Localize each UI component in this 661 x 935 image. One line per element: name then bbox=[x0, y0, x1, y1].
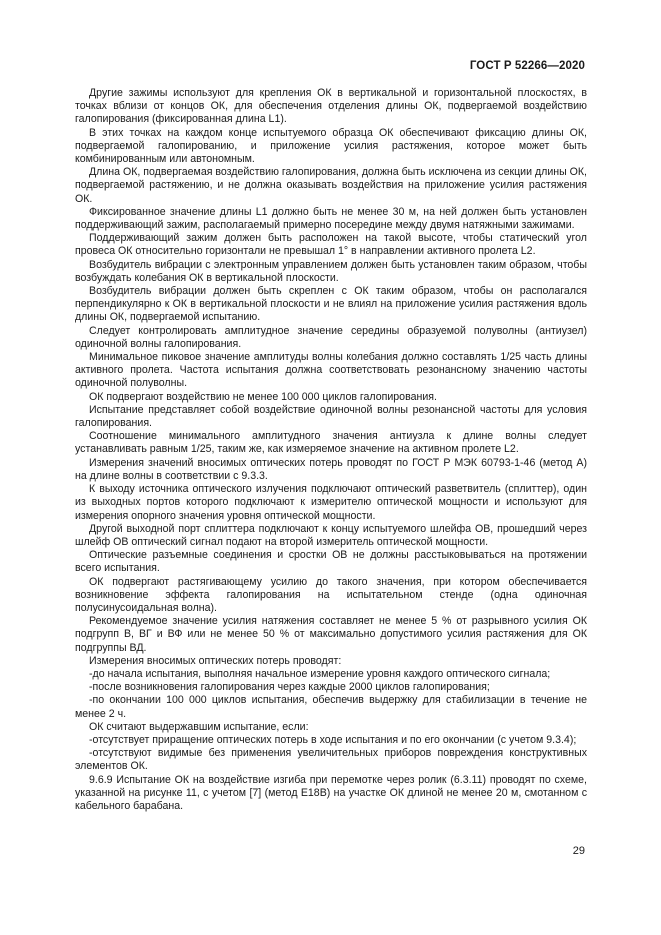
paragraph: ОК подвергают воздействию не менее 100 000 циклов галопирования. bbox=[89, 390, 437, 403]
page-number: 29 bbox=[572, 845, 585, 857]
paragraph: Поддерживающий зажим должен быть расположен на такой высоте, чтобы статический угол провеса ОК относительно горизонтали не превышал 1° в направлении активного пролета L2. bbox=[75, 232, 587, 258]
dash-marker: - bbox=[89, 694, 93, 707]
standard-header: ГОСТ Р 52266—2020 bbox=[469, 60, 585, 72]
paragraph: К выходу источника оптического излучения подключают оптический разветвитель (сплиттер), один из выходных портов которого подключают к измерителю оптической мощности и используют для измерения опорного значения уровня оптической мощности. bbox=[75, 483, 587, 522]
paragraph: Возбудитель вибрации должен быть скреплен с ОК таким образом, чтобы он располагался перпендикулярно к ОК в вертикальной плоскости и не влиял на приложение усилия растяжения вдоль длины ОК, подвергаемой испытанию. bbox=[75, 285, 587, 324]
dash-marker: - bbox=[89, 681, 93, 694]
section-paragraph: 9.6.9 Испытание ОК на воздействие изгиба при перемотке через ролик (6.3.11) проводят по схеме, указанной на рисунке 11, с учетом [7] (метод Е18В) на участке ОК длиной не менее 20 м, смотанном с кабельного барабана. bbox=[75, 773, 587, 812]
list-item bbox=[75, 681, 587, 694]
paragraph: Измерения вносимых оптических потерь проводят: bbox=[89, 654, 342, 667]
paragraph: Соотношение минимального амплитудного значения антиузла к длине волны следует устанавливать равным 1/25, таким же, как измеряемое значение на активном пролете L2. bbox=[75, 430, 587, 456]
paragraph: ОК подвергают растягивающему усилию до такого значения, при котором обеспечивается возникновение эффекта галопирования на испытательном стенде (одна одиночная полусинусоидальная волна). bbox=[75, 575, 587, 614]
dash-marker: - bbox=[89, 747, 93, 760]
list-item-text: после возникновения галопирования через каждые 2000 циклов галопирования; bbox=[92, 681, 490, 694]
paragraph: Возбудитель вибрации с электронным управлением должен быть установлен таким образом, чтобы возбуждать колебания ОК в вертикальной плоскости. bbox=[75, 258, 587, 284]
dash-marker: - bbox=[89, 667, 93, 680]
paragraph: Следует контролировать амплитудное значение середины образуемой полуволны (антиузел) одиночной волны галопирования. bbox=[75, 324, 587, 350]
list-item bbox=[75, 694, 587, 720]
paragraph: Рекомендуемое значение усилия натяжения составляет не менее 5 % от разрывного усилия ОК подгрупп В, ВГ и ВФ или не менее 50 % от максимально допустимого усилия растяжения для ОК подгруппы ВД. bbox=[75, 615, 587, 654]
paragraph: Испытание представляет собой воздействие одиночной волны резонансной частоты для условия галопирования. bbox=[75, 403, 587, 430]
document-body bbox=[75, 87, 587, 813]
list-item bbox=[75, 747, 587, 773]
paragraph: Фиксированное значение длины L1 должно быть не менее 30 м, на ней должен быть установлен поддерживающий зажим, располагаемый примерно посередине между двумя натяжными зажимами. bbox=[75, 205, 587, 232]
paragraph: Другой выходной порт сплиттера подключают к концу испытуемого шлейфа ОВ, прошедший через шлейф ОВ оптический сигнал подают на второй измеритель оптической мощности. bbox=[75, 522, 587, 548]
list-item-text: до начала испытания, выполняя начальное измерение уровня каждого оптического сигнала; bbox=[92, 667, 551, 680]
paragraph: Оптические разъемные соединения и сростки ОВ не должны расстыковываться на протяжении всего испытания. bbox=[75, 549, 587, 575]
list-item bbox=[75, 734, 587, 747]
paragraph: ОК считают выдержавшим испытание, если: bbox=[89, 720, 309, 733]
list-item bbox=[75, 668, 587, 681]
list-item-text: отсутствуют видимые без применения увеличительных приборов повреждения конструктивных элементов ОК. bbox=[75, 747, 587, 773]
list-item-text: отсутствует приращение оптических потерь в ходе испытания и по его окончании (с учетом 9.3.4); bbox=[92, 733, 577, 746]
paragraph: Длина ОК, подвергаемая воздействию галопирования, должна быть исключена из секции длины ОК, подвергаемой растяжению, и не должна оказывать воздействия на приложение усилия растяжения ОК. bbox=[75, 166, 587, 205]
list-item-text: по окончании 100 000 циклов испытания, обеспечив выдержку для стабилизации в течение не менее 2 ч. bbox=[75, 694, 587, 720]
paragraph: Другие зажимы используют для крепления ОК в вертикальной и горизонтальной плоскостях, в точках вблизи от концов ОК, для обеспечения отделения длины ОК, подвергаемой воздействию галопирования (фиксированная длина L1). bbox=[75, 87, 587, 126]
paragraph: В этих точках на каждом конце испытуемого образца ОК обеспечивают фиксацию длины ОК, подвергаемой галопированию, и приложение усилия растяжения, которое может быть комбинированным или автономным. bbox=[75, 126, 587, 166]
dash-marker: - bbox=[89, 733, 93, 746]
paragraph: Минимальное пиковое значение амплитуды волны колебания должно составлять 1/25 часть длины активного пролета. Частота испытания должна соответствовать резонансному значению частоты одиночной полуволны. bbox=[75, 351, 587, 390]
paragraph: Измерения значений вносимых оптических потерь проводят по ГОСТ Р МЭК 60793-1-46 (метод А) на длине волны в соответствии с 9.3.3. bbox=[75, 456, 587, 482]
